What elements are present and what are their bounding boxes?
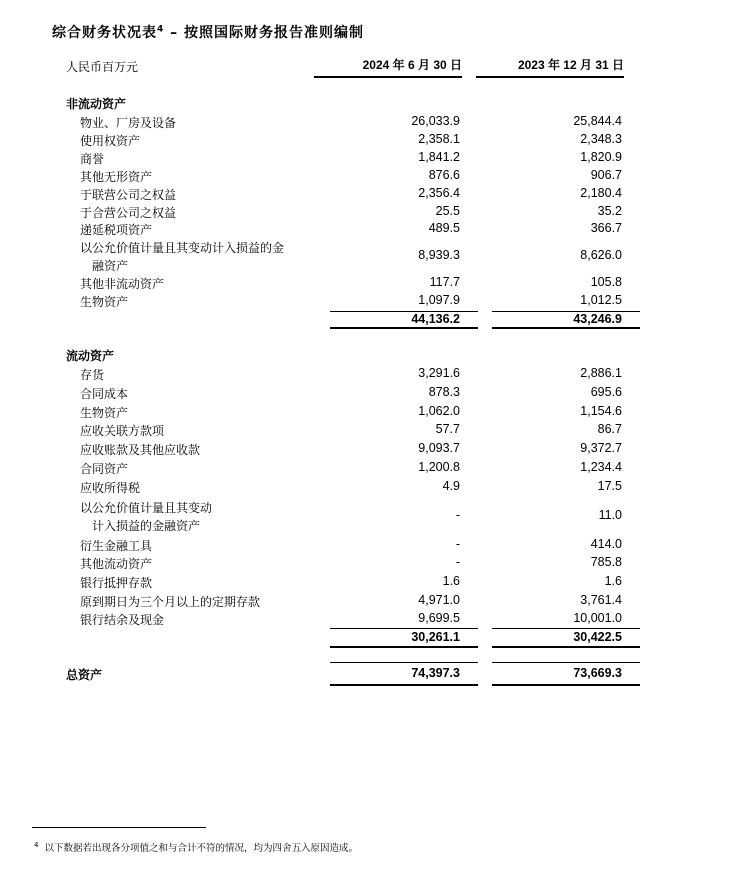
value-2024: 26,033.9	[411, 114, 460, 128]
value-2023: 2,180.4	[580, 186, 622, 200]
value-2023: 10,001.0	[573, 611, 622, 625]
grand-total-rule	[330, 662, 478, 663]
value-2023: 695.6	[590, 385, 622, 399]
value-2023: 2,348.3	[580, 132, 622, 146]
subtotal-rule	[492, 628, 640, 629]
value-2024: -	[455, 555, 460, 569]
grand-total-double-rule	[330, 684, 478, 686]
value-2023: 906.7	[590, 168, 622, 182]
value-2023: 25,844.4	[573, 114, 622, 128]
row-label-continued: 融资产	[92, 259, 129, 273]
row-label: 合同成本	[80, 387, 129, 401]
grand-total-rule	[492, 662, 640, 663]
row-label: 于合营公司之权益	[80, 206, 177, 220]
value-2024: 878.3	[428, 385, 460, 399]
total-assets-label: 总资产	[66, 668, 103, 682]
value-2024: 1,200.8	[418, 460, 460, 474]
value-2023: 414.0	[590, 537, 622, 551]
row-label: 其他无形资产	[80, 170, 153, 184]
value-2023: 105.8	[590, 275, 622, 289]
value-2023: 1,234.4	[580, 460, 622, 474]
total-assets-2023: 73,669.3	[573, 666, 622, 680]
value-2024: 2,358.1	[418, 132, 460, 146]
currency-unit: 人民币百万元	[66, 60, 139, 74]
value-2024: 9,699.5	[418, 611, 460, 625]
value-2024: 4,971.0	[418, 593, 460, 607]
value-2024: 2,356.4	[418, 186, 460, 200]
title-suffix: – 按照国际财务报告准则编制	[164, 25, 365, 41]
row-label: 银行结余及现金	[80, 613, 165, 627]
footnote-text: 以下数据若出现各分项值之和与合计不符的情况，均为四舍五入原因造成。	[44, 843, 359, 854]
value-2024: 1,062.0	[418, 404, 460, 418]
value-2024: 876.6	[428, 168, 460, 182]
value-2023: 2,886.1	[580, 366, 622, 380]
title-text: 综合财务状况表	[52, 25, 157, 41]
row-label: 原到期日为三个月以上的定期存款	[80, 595, 261, 609]
total-rule	[492, 646, 640, 648]
value-2023: 35.2	[597, 204, 622, 218]
row-label: 应收关联方款项	[80, 424, 165, 438]
row-label: 其他非流动资产	[80, 277, 165, 291]
value-2024: 1.6	[442, 574, 460, 588]
footnote	[34, 840, 358, 854]
section-heading-current: 流动资产	[66, 349, 115, 363]
row-label-continued: 计入损益的金融资产	[92, 519, 201, 533]
noncurrent-total-2024: 44,136.2	[411, 312, 460, 326]
value-2024: 1,841.2	[418, 150, 460, 164]
value-2023: 1.6	[604, 574, 622, 588]
value-2023: 9,372.7	[580, 441, 622, 455]
noncurrent-total-2023: 43,246.9	[573, 312, 622, 326]
value-2023: 8,626.0	[580, 248, 622, 262]
value-2023: 1,820.9	[580, 150, 622, 164]
total-rule	[492, 327, 640, 329]
total-rule	[330, 646, 478, 648]
row-label: 使用权资产	[80, 134, 141, 148]
page-title	[52, 22, 364, 42]
value-2024: 4.9	[442, 479, 460, 493]
row-label: 其他流动资产	[80, 557, 153, 571]
row-label: 生物资产	[80, 406, 129, 420]
grand-total-double-rule	[492, 684, 640, 686]
value-2023: 1,012.5	[580, 293, 622, 307]
value-2023: 366.7	[590, 221, 622, 235]
row-label: 银行抵押存款	[80, 576, 153, 590]
current-total-2024: 30,261.1	[411, 630, 460, 644]
footnote-rule	[32, 827, 206, 828]
row-label: 应收账款及其他应收款	[80, 443, 201, 457]
value-2024: -	[455, 508, 460, 522]
total-assets-2024: 74,397.3	[411, 666, 460, 680]
subtotal-rule	[330, 628, 478, 629]
value-2024: 1,097.9	[418, 293, 460, 307]
row-label: 应收所得税	[80, 481, 141, 495]
row-label: 生物资产	[80, 295, 129, 309]
value-2024: 9,093.7	[418, 441, 460, 455]
column-header-2024: 2024 年 6 月 30 日	[314, 56, 462, 78]
value-2023: 86.7	[597, 422, 622, 436]
row-label: 于联营公司之权益	[80, 188, 177, 202]
section-heading-noncurrent: 非流动资产	[66, 97, 127, 111]
column-header-2023: 2023 年 12 月 31 日	[476, 56, 624, 78]
row-label: 递延税项资产	[80, 223, 153, 237]
value-2024: 3,291.6	[418, 366, 460, 380]
value-2024: 489.5	[428, 221, 460, 235]
value-2024: 25.5	[435, 204, 460, 218]
value-2024: 57.7	[435, 422, 460, 436]
row-label: 以公允价值计量且其变动	[80, 501, 213, 515]
row-label: 物业、厂房及设备	[80, 116, 177, 130]
row-label: 存货	[80, 368, 105, 382]
current-total-2023: 30,422.5	[573, 630, 622, 644]
footnote-mark: 4	[34, 840, 39, 849]
value-2023: 3,761.4	[580, 593, 622, 607]
value-2023: 17.5	[597, 479, 622, 493]
row-label: 商誉	[80, 152, 105, 166]
value-2024: 8,939.3	[418, 248, 460, 262]
total-rule	[330, 327, 478, 329]
value-2023: 1,154.6	[580, 404, 622, 418]
value-2023: 11.0	[598, 508, 622, 522]
value-2023: 785.8	[590, 555, 622, 569]
value-2024: 117.7	[429, 275, 460, 289]
row-label: 合同资产	[80, 462, 129, 476]
row-label: 以公允价值计量且其变动计入损益的金	[80, 241, 285, 255]
row-label: 衍生金融工具	[80, 539, 153, 553]
value-2024: -	[455, 537, 460, 551]
footnote-marker: 4	[157, 24, 165, 35]
